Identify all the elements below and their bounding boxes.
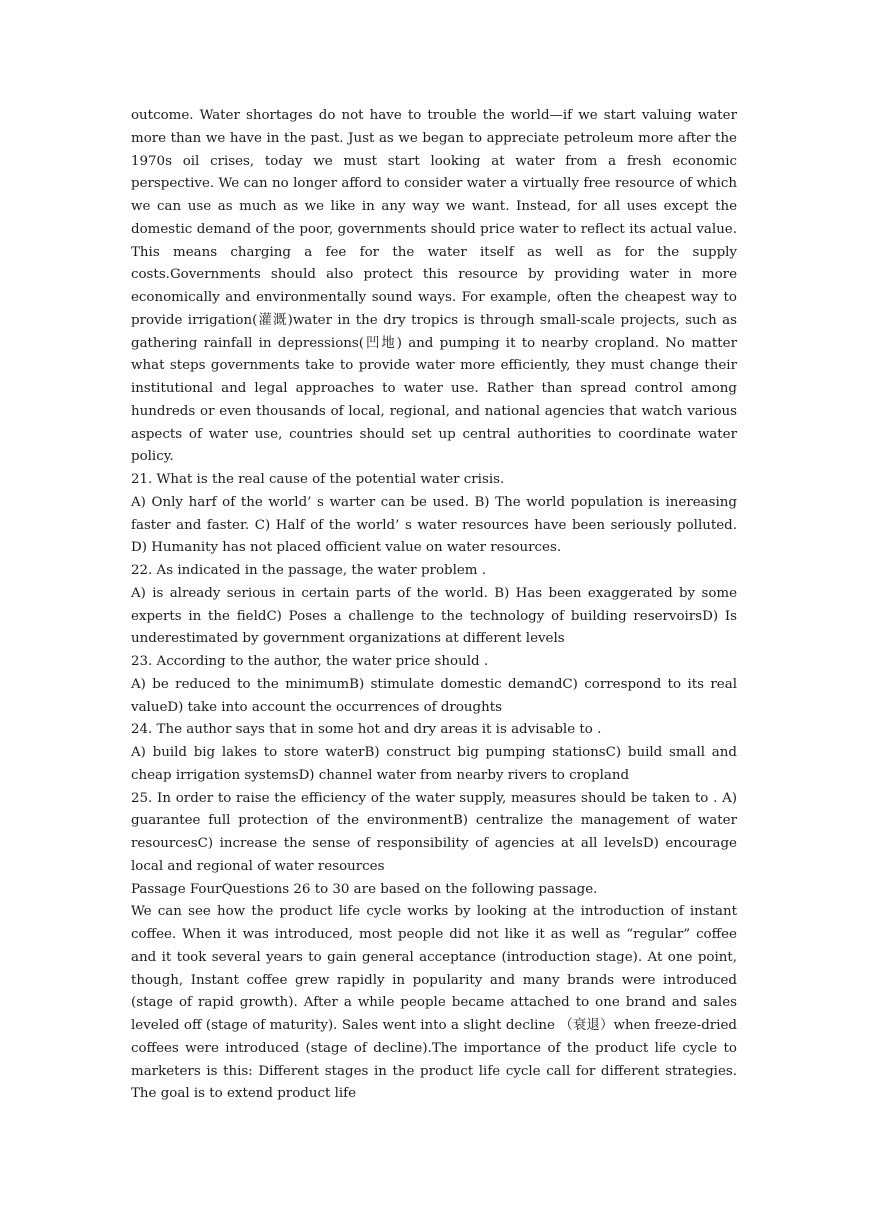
document-body — [131, 105, 737, 1106]
passage-four-heading: Passage FourQuestions 26 to 30 are based on the following passage. — [131, 881, 598, 897]
passage-four-paragraph: We can see how the product life cycle works by looking at the introduction of instant coffee. When it was introduced, most people did not like it as well as “regular” coffee and it took several years to gain general acceptance (introduction stage). At one point, though, Instant coffee grew rapidly in popularity and many brands were introduced (stage of rapid growth). After a while people became attached to one brand and sales leveled off (stage of maturity). Sales went into a slight decline （衰退）when freeze-dried coffees were introduced (stage of decline).The importance of the product life cycle to marketers is this: Different stages in the product life cycle call for different strategies. The goal is to extend product life — [131, 904, 737, 1102]
question-22-options: A) is already serious in certain parts of the world. B) Has been exaggerated by some experts in the fieldC) Poses a challenge to the technology of building reservoirsD) Is underestimated by government organizations at different levels — [131, 585, 737, 647]
question-24-options: A) build big lakes to store waterB) construct big pumping stationsC) build small and cheap irrigation systemsD) channel water from nearby rivers to cropland — [131, 745, 737, 783]
question-24: 24. The author says that in some hot and dry areas it is advisable to . — [131, 722, 602, 738]
passage-paragraph: outcome. Water shortages do not have to trouble the world—if we start valuing water more than we have in the past. Just as we began to appreciate petroleum more after the 1970s oil crises, today we must start looking at water from a fresh economic perspective. We can no longer afford to consider water a virtually free resource of which we can use as much as we like in any way we want. Instead, for all uses except the domestic demand of the poor, governments should price water to reflect its actual value. This means charging a fee for the water itself as well as for the supply costs.Governments should also protect this resource by providing water in more economically and environmentally sound ways. For example, often the cheapest way to provide irrigation(灌溉)water in the dry tropics is through small-scale projects, such as gathering rainfall in depressions(凹地) and pumping it to nearby cropland. No matter what steps governments take to provide water more efficiently, they must change their institutional and legal approaches to water use. Rather than spread control among hundreds or even thousands of local, regional, and national agencies that watch various aspects of water use, countries should set up central authorities to coordinate water policy. — [131, 108, 737, 465]
question-21: 21. What is the real cause of the potential water crisis. — [131, 472, 505, 487]
question-25: 25. In order to raise the efficiency of the water supply, measures should be taken to . A) guarantee full protection of the environmentB) centralize the management of water resourcesC) increase the sense of responsibility of agencies at all levelsD) encourage local and regional of water resources — [131, 790, 737, 874]
question-22: 22. As indicated in the passage, the water problem . — [131, 563, 486, 578]
question-23-options: A) be reduced to the minimumB) stimulate domestic demandC) correspond to its real valueD) take into account the occurrences of droughts — [131, 676, 737, 715]
question-21-options: A) Only harf of the world’ s warter can be used. B) The world population is inereasing faster and faster. C) Half of the world’ s water resources have been seriously polluted. D) Humanity has not placed officient value on water resources. — [131, 494, 737, 556]
question-23: 23. According to the author, the water price should . — [131, 654, 489, 669]
